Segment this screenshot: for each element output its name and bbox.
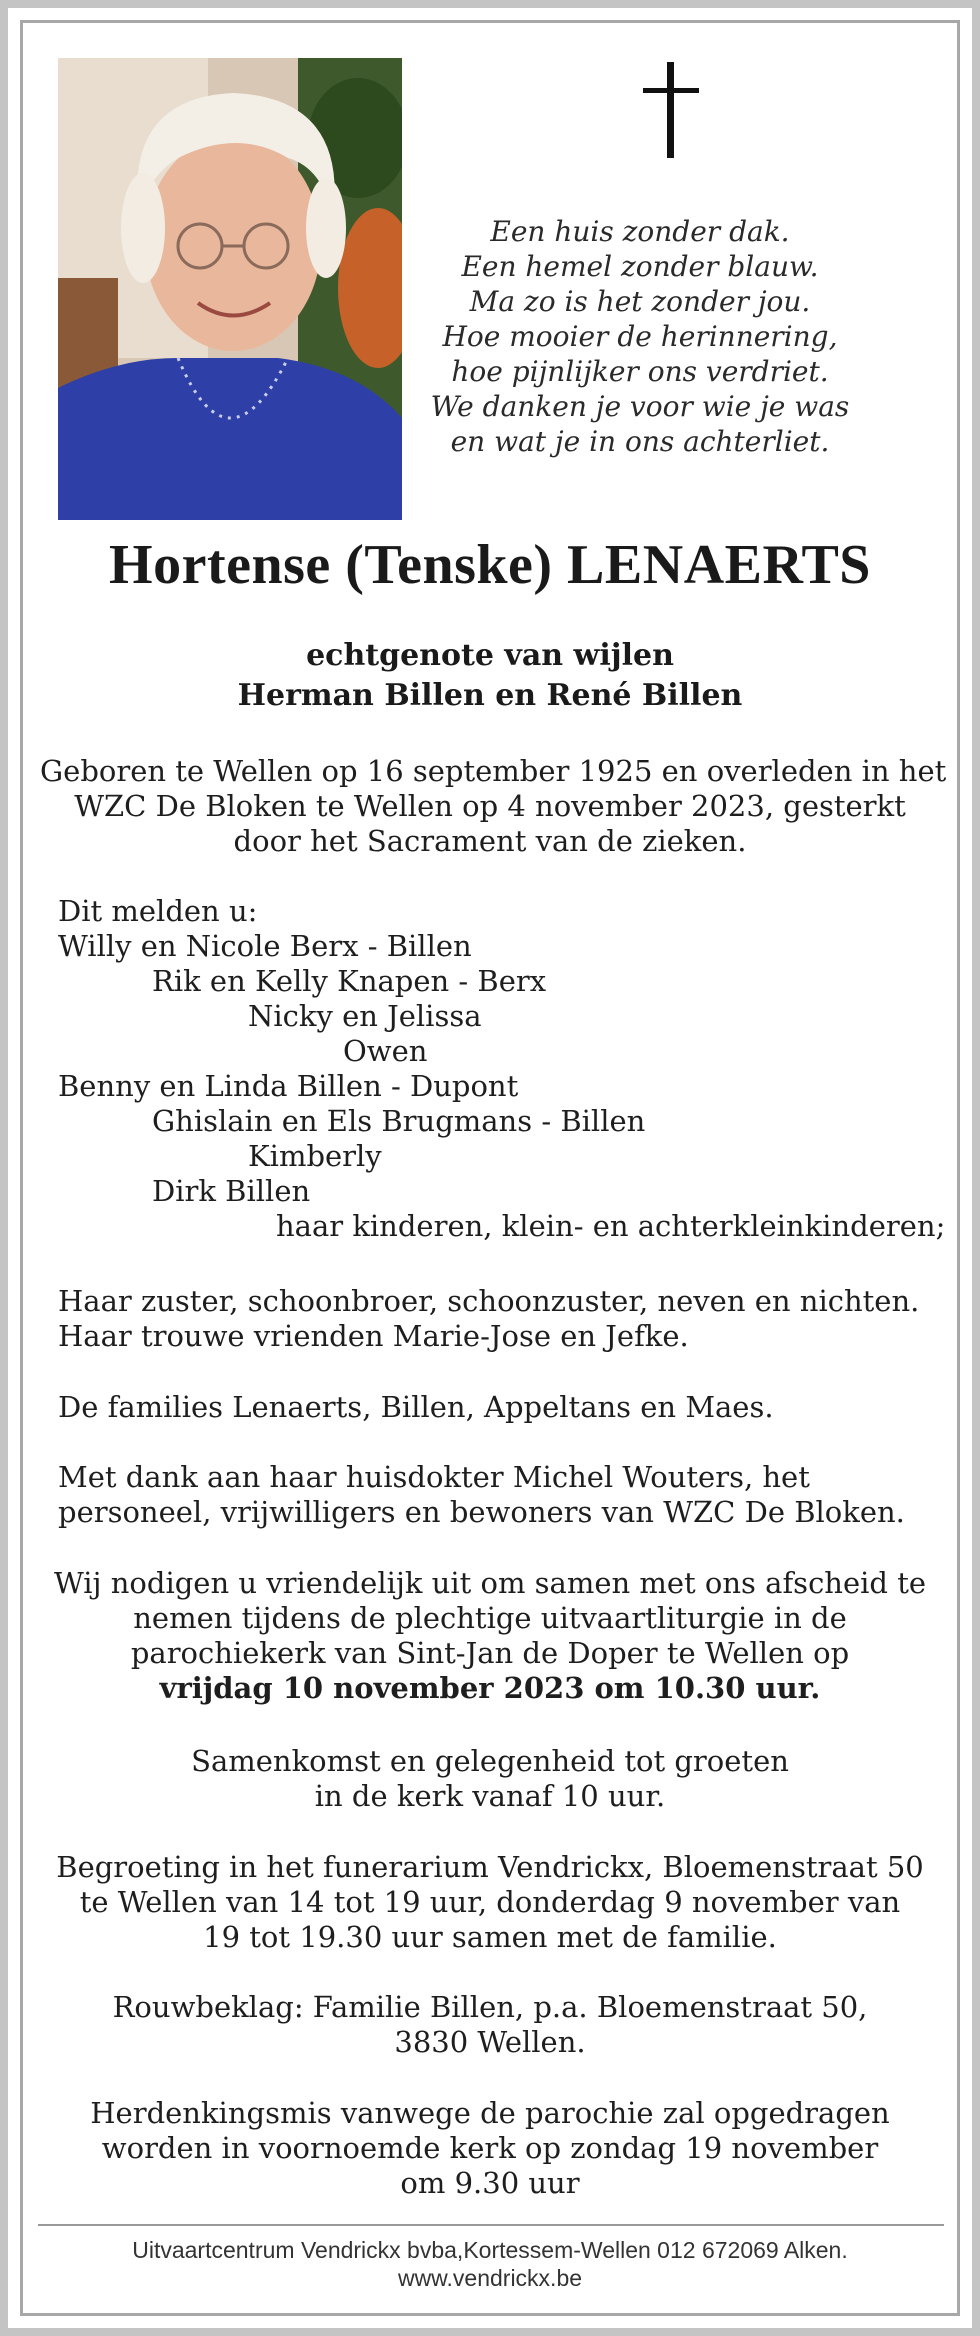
family-list xyxy=(58,894,946,1244)
announce-intro: Dit melden u: xyxy=(58,894,258,928)
viewing-paragraph xyxy=(40,1850,940,1955)
relatives-line: Haar zuster, schoonbroer, schoonzuster, neven en nichten. xyxy=(58,1284,920,1318)
memorial-line: worden in voornoemde kerk op zondag 19 november xyxy=(101,2131,879,2165)
poem-line: Ma zo is het zonder jou. xyxy=(469,285,811,318)
birth-death-paragraph xyxy=(40,754,947,859)
gathering-paragraph xyxy=(40,1744,940,1814)
gathering-line: Samenkomst en gelegenheid tot groeten xyxy=(191,1744,789,1778)
deceased-name: Hortense (Tenske) LENAERTS xyxy=(109,534,871,596)
family-member: Willy en Nicole Berx - Billen xyxy=(58,929,472,963)
family-member: Dirk Billen xyxy=(152,1174,311,1208)
poem-line: hoe pijnlijker ons verdriet. xyxy=(451,355,829,388)
birth-line: door het Sacrament van de zieken. xyxy=(233,824,747,858)
family-member: Benny en Linda Billen - Dupont xyxy=(58,1069,519,1103)
children-line: haar kinderen, klein- en achterkleinkinderen; xyxy=(276,1209,946,1243)
families-line: De families Lenaerts, Billen, Appeltans en Maes. xyxy=(58,1390,774,1424)
viewing-line: Begroeting in het funerarium Vendrickx, Bloemenstraat 50 xyxy=(56,1850,924,1884)
condolences-line: 3830 Wellen. xyxy=(394,2025,586,2059)
invitation-line: Wij nodigen u vriendelijk uit om samen met ons afscheid te xyxy=(53,1566,927,1600)
birth-line: Geboren te Wellen op 16 september 1925 en overleden in het xyxy=(40,754,947,788)
family-member: Rik en Kelly Knapen - Berx xyxy=(152,964,547,998)
thanks-paragraph xyxy=(58,1460,938,1530)
poem-line: en wat je in ons achterliet. xyxy=(450,425,830,458)
poem xyxy=(420,214,860,459)
service-date: vrijdag 10 november 2023 om 10.30 uur. xyxy=(159,1671,821,1705)
viewing-line: te Wellen van 14 tot 19 uur, donderdag 9 november van xyxy=(79,1885,901,1919)
relatives-paragraph xyxy=(58,1284,938,1354)
invitation-line: nemen tijdens de plechtige uitvaartliturgie in de xyxy=(133,1601,847,1635)
memorial-line: Herdenkingsmis vanwege de parochie zal opgedragen xyxy=(90,2096,890,2130)
family-member: Owen xyxy=(343,1034,428,1068)
footer-company: Uitvaartcentrum Vendrickx bvba,Kortessem-Wellen 012 672069 Alken. xyxy=(132,2237,848,2263)
viewing-line: 19 tot 19.30 uur samen met de familie. xyxy=(203,1920,777,1954)
spouse-line: Herman Billen en René Billen xyxy=(237,678,743,713)
gathering-line: in de kerk vanaf 10 uur. xyxy=(314,1779,666,1813)
footer xyxy=(40,2236,940,2292)
birth-line: WZC De Bloken te Wellen op 4 november 2023, gesterkt xyxy=(74,789,906,823)
condolences-line: Rouwbeklag: Familie Billen, p.a. Bloemenstraat 50, xyxy=(112,1990,868,2024)
invitation-line: parochiekerk van Sint-Jan de Doper te Wellen op xyxy=(130,1636,850,1670)
relatives-line: Haar trouwe vrienden Marie-Jose en Jefke. xyxy=(58,1319,689,1353)
footer-divider xyxy=(38,2224,944,2226)
poem-line: Een huis zonder dak. xyxy=(490,215,790,248)
spouse-line: echtgenote van wijlen xyxy=(306,638,674,673)
poem-line: Hoe mooier de herinnering, xyxy=(442,320,838,353)
condolences-paragraph xyxy=(40,1990,940,2060)
family-member: Kimberly xyxy=(248,1139,382,1173)
spouse-block xyxy=(40,636,940,716)
cross-icon xyxy=(643,62,699,158)
invitation-paragraph xyxy=(40,1566,940,1706)
thanks-line: personeel, vrijwilligers en bewoners van WZC De Bloken. xyxy=(58,1495,905,1529)
footer-website: www.vendrickx.be xyxy=(397,2265,583,2291)
portrait-photo xyxy=(58,58,402,520)
memorial-line: om 9.30 uur xyxy=(400,2166,580,2200)
poem-line: We danken je voor wie je was xyxy=(430,390,850,423)
poem-line: Een hemel zonder blauw. xyxy=(461,250,819,283)
family-member: Nicky en Jelissa xyxy=(248,999,482,1033)
memorial-paragraph xyxy=(40,2096,940,2201)
thanks-line: Met dank aan haar huisdokter Michel Wouters, het xyxy=(58,1460,810,1494)
family-member: Ghislain en Els Brugmans - Billen xyxy=(152,1104,646,1138)
